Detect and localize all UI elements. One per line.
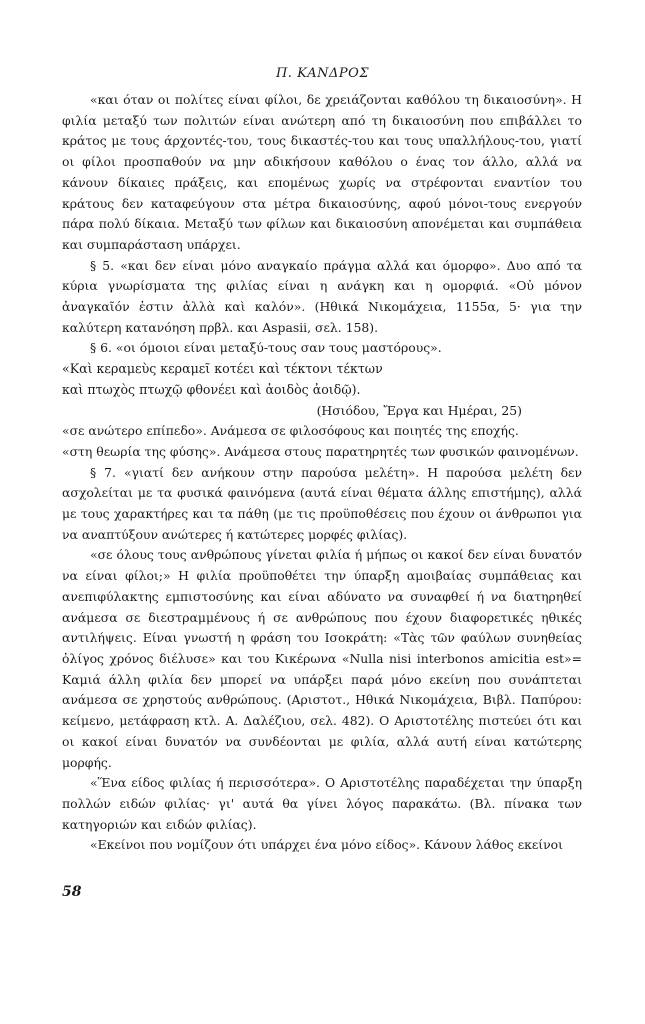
paragraph: «στη θεωρία της φύσης». Ανάμεσα στους παρατηρητές των φυσικών φαινομένων. [62,443,579,459]
paragraph: «σε ανώτερο επίπεδο». Ανάμεσα σε φιλοσόφους και ποιητές της εποχής. [62,423,519,439]
running-header: Π. ΚΑΝΔΡΟΣ [275,66,370,81]
paragraph: «Ἕνα είδος φιλίας ή περισσότερα». Ο Αριστοτέλης παραδέχεται την ύπαρξη πολλών ειδών φιλίας· γι' αυτά θα γίνει λόγος παρακάτω. (Βλ. πίνακα των κατηγοριών και ειδών φιλίας). [62,775,582,832]
paragraph: § 6. «οι όμοιοι είναι μεταξύ-τους σαν τους μαστόρους». [90,340,442,356]
body-text [62,90,582,856]
verse-line: «Καὶ κεραμεὺς κεραμεῖ κοτέει καὶ τέκτονι τέκτων [62,361,383,377]
paragraph: § 7. «γιατί δεν ανήκουν στην παρούσα μελέτη». Η παρούσα μελέτη δεν ασχολείται με τα φυσικά φαινόμενα (αυτά είναι θέματα άλλης επιστήμης), αλλά με τους χαρακτήρες και τα πάθη (με τις προϋποθέσεις που έχουν οι άνθρωποι για να αναπτύξουν ανώτερες ή κατώτερες μορφές φιλίας). [62,464,582,542]
verse-source: (Ησιόδου, Ἔργα και Ημέραι, 25) [316,402,522,418]
verse-line: καὶ πτωχὸς πτωχῷ φθονέει καὶ ἀοιδὸς ἀοιδῷ). [62,381,361,397]
paragraph: «σε όλους τους ανθρώπους γίνεται φιλία ή μήπως οι κακοί δεν είναι δυνατόν να είναι φίλοι;» Η φιλία προϋποθέτει την ύπαρξη αμοιβαίας συμπάθειας και ανεπιφύλακτης εμπιστοσύνης και είναι αδύνατο να συναφθεί ή να διατηρηθεί ανάμεσα σε διεστραμμένους ή σε ανθρώπους που έχουν διαφορετικές ηθικές αντιλήψεις. Είναι γνωστή η φράση του Ισοκράτη: «Τὰς τῶν φαύλων συνηθείας ὀλίγος χρόνος διέλυσε» και του Κικέρωνα «Nulla nisi interbonos amicitia est»= Καμιά άλλη φιλία δεν μπορεί να υπάρξει παρά μόνο εκείνη που συνάπτεται ανάμεσα σε χρηστούς ανθρώπους. (Αριστοτ., Ηθικά Νικομάχεια, Βιβλ. Παπύρου: κείμενο, μετάφραση κτλ. Α. Δαλέζιου, σελ. 482). Ο Αριστοτέλης πιστεύει ότι και οι κακοί είναι δυνατόν να συνδέονται με φιλία, αλλά αυτή είναι κατώτερης μορφής. [62,547,582,770]
paragraph: «Εκείνοι που νομίζουν ότι υπάρχει ένα μόνο είδος». Κάνουν λάθος εκείνοι [90,837,563,853]
page-number: 58 [62,884,82,900]
paragraph: § 5. «και δεν είναι μόνο αναγκαίο πράγμα αλλά και όμορφο». Δυο από τα κύρια γνωρίσματα της φιλίας είναι η ανάγκη και η ομορφιά. «Οὐ μόνον ἀναγκαῖόν ἐστιν ἀλλὰ καὶ καλόν». (Ηθικά Νικομάχεια, 1155α, 5· για την καλύτερη κατανόηση πρβλ. και Aspasii, σελ. 158). [62,257,582,335]
paragraph: «και όταν οι πολίτες είναι φίλοι, δε χρειάζονται καθόλου τη δικαιοσύνη». Η φιλία μεταξύ των πολιτών είναι ανώτερη από τη δικαιοσύνη που επιβάλλει το κράτος με τους άρχοντές-του, τους δικαστές-του και τους υπαλλήλους-του, γιατί οι φίλοι προσπαθούν να μην αδικήσουν καθόλου ο ένας τον άλλο, αλλά να κάνουν δίκαιες πράξεις, και επομένως χωρίς να στρέφονται εναντίον του κράτους δεν καταφεύγουν στα μέτρα δικαιοσύνης, αφού μόνοι-τους ενεργούν πάρα πολύ δίκαια. Μεταξύ των φίλων και δικαιοσύνη απονέμεται και συμπάθεια και συμπαράσταση υπάρχει. [62,92,582,252]
